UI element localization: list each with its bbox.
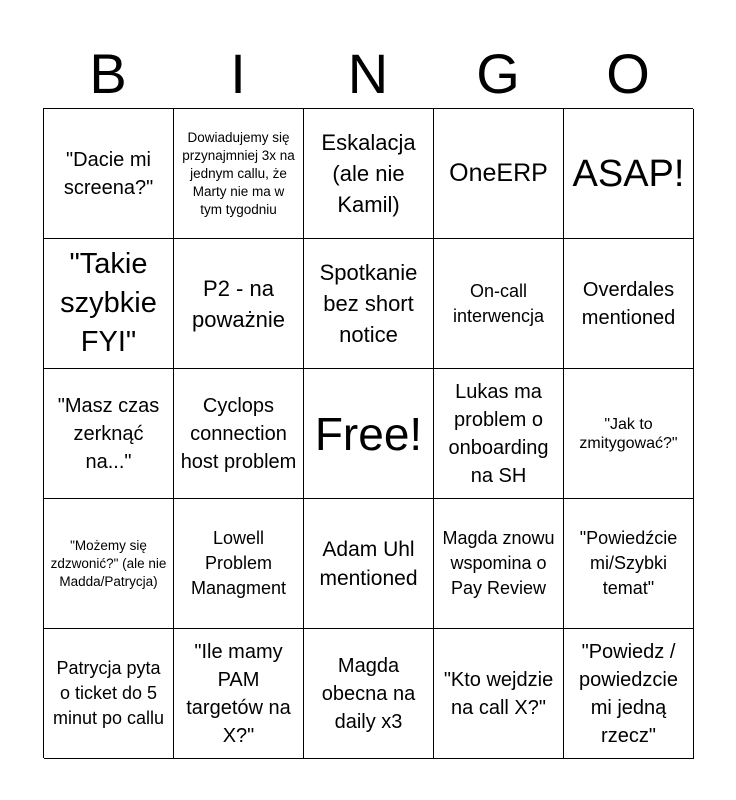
cell-text: OneERP	[449, 159, 548, 187]
bingo-cell-r3c1[interactable]	[44, 369, 174, 499]
cell-text: "Powiedźcie mi/Szybki temat"	[579, 528, 678, 598]
bingo-cell-r1c4[interactable]	[434, 109, 564, 239]
cell-text: "Kto wejdzie na call X?"	[443, 668, 554, 719]
header-letter-o: O	[606, 42, 650, 105]
cell-text: Spotkanie bez short notice	[319, 260, 418, 347]
cell-text: P2 - na poważnie	[192, 275, 285, 332]
bingo-cell-r2c4[interactable]	[434, 239, 564, 369]
bingo-cell-r2c2[interactable]	[174, 239, 304, 369]
bingo-cell-r3c4[interactable]	[434, 369, 564, 499]
cell-text: Lowell Problem Managment	[190, 528, 287, 598]
cell-text: Magda znowu wspomina o Pay Review	[442, 528, 555, 598]
bingo-cell-r3c3[interactable]	[304, 369, 434, 499]
cell-text: Magda obecna na daily x3	[321, 654, 416, 733]
bingo-cell-r4c1[interactable]	[44, 499, 174, 629]
bingo-cell-r5c4[interactable]	[434, 629, 564, 759]
cell-text: "Masz czas zerknąć na..."	[57, 394, 160, 473]
cell-text: Adam Uhl mentioned	[319, 537, 418, 590]
cell-text: Patrycja pyta o ticket do 5 minut po callu	[52, 658, 165, 728]
cell-text: Dowiadujemy się przynajmniej 3x na jednym callu, że Marty nie ma w tym tygodniu	[182, 129, 295, 217]
header-letter-g: G	[476, 42, 520, 105]
bingo-cell-r1c2[interactable]	[174, 109, 304, 239]
cell-text: ASAP!	[572, 152, 685, 195]
bingo-cell-r3c2[interactable]	[174, 369, 304, 499]
cell-text: Eskalacja (ale nie Kamil)	[321, 130, 416, 217]
bingo-cell-r5c5[interactable]	[564, 629, 694, 759]
cell-text: "Takie szybkie FYI"	[60, 248, 157, 358]
bingo-board	[43, 108, 693, 758]
cell-text: Cyclops connection host problem	[180, 394, 297, 473]
bingo-cell-r4c5[interactable]	[564, 499, 694, 629]
cell-text: "Dacie mi screena?"	[63, 148, 154, 199]
bingo-cell-r5c3[interactable]	[304, 629, 434, 759]
bingo-cell-r4c4[interactable]	[434, 499, 564, 629]
bingo-cell-r3c5[interactable]	[564, 369, 694, 499]
bingo-cell-r5c1[interactable]	[44, 629, 174, 759]
bingo-cell-r2c1[interactable]	[44, 239, 174, 369]
cell-text: Lukas ma problem o onboarding na SH	[448, 380, 549, 487]
header-letter-n: N	[347, 42, 389, 105]
cell-text: "Możemy się zdzwonić?" (ale nie Madda/Patrycja)	[50, 537, 167, 589]
free-space: Free!	[314, 407, 423, 460]
cell-text: Overdales mentioned	[581, 278, 676, 329]
cell-text: "Powiedz / powiedzcie mi jedną rzecz"	[579, 640, 678, 747]
header-letter-i: I	[230, 42, 246, 105]
bingo-cell-r2c3[interactable]	[304, 239, 434, 369]
header-letter-b: B	[89, 42, 127, 105]
bingo-cell-r1c1[interactable]	[44, 109, 174, 239]
bingo-cell-r5c2[interactable]	[174, 629, 304, 759]
bingo-header	[43, 40, 693, 108]
cell-text: "Ile mamy PAM targetów na X?"	[186, 640, 291, 747]
cell-text: On-call interwencja	[452, 280, 545, 326]
bingo-cell-r4c3[interactable]	[304, 499, 434, 629]
cell-text: "Jak to zmitygować?"	[579, 415, 678, 452]
bingo-cell-r4c2[interactable]	[174, 499, 304, 629]
bingo-cell-r2c5[interactable]	[564, 239, 694, 369]
bingo-cell-r1c3[interactable]	[304, 109, 434, 239]
bingo-cell-r1c5[interactable]	[564, 109, 694, 239]
